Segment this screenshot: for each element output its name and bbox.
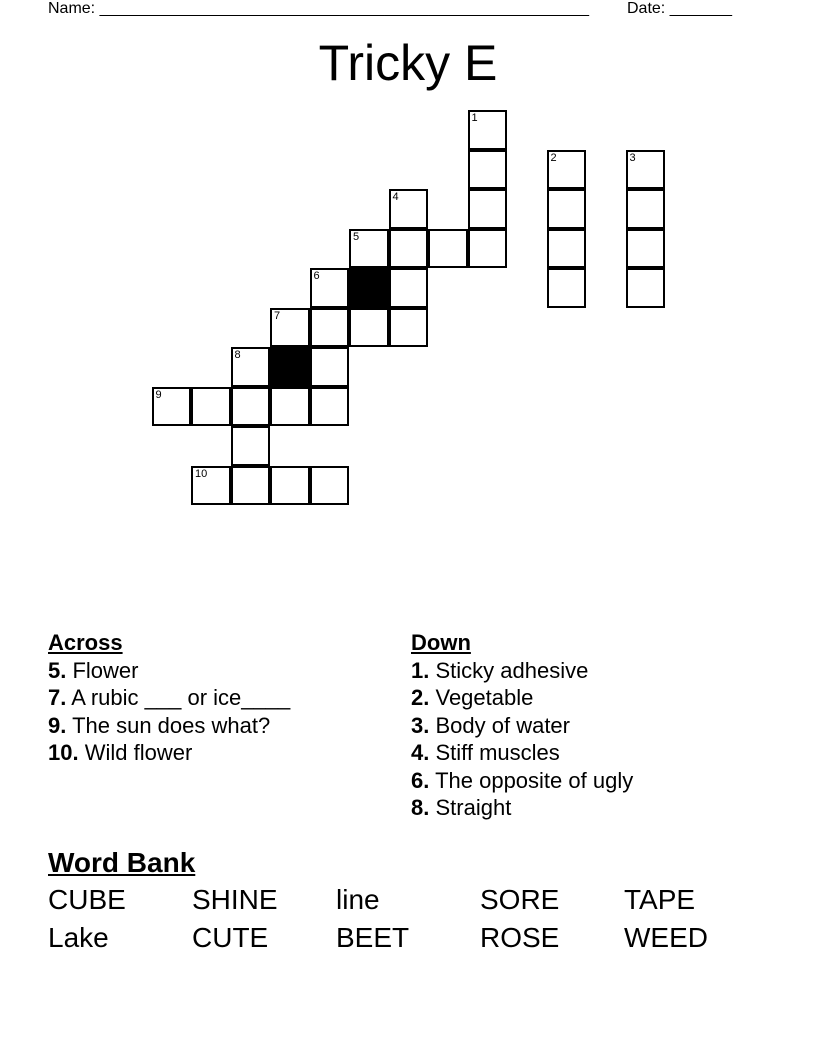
crossword-cell[interactable] [310, 308, 350, 348]
down-clue [411, 684, 791, 712]
across-clue [48, 657, 398, 685]
clue-text: Flower [72, 657, 139, 683]
crossword-cell[interactable] [310, 387, 350, 427]
down-clue [411, 739, 791, 767]
crossword-cell[interactable] [468, 189, 508, 229]
clue-number: 8. [411, 795, 430, 820]
clue-number: 2. [411, 685, 430, 710]
crossword-cell[interactable] [310, 466, 350, 506]
crossword-cell[interactable] [231, 347, 271, 387]
crossword-cell[interactable] [191, 387, 231, 427]
clue-number: 10. [48, 740, 79, 765]
clue-number: 1. [411, 657, 430, 683]
word-bank-word: WEED [624, 922, 708, 953]
crossword-cell[interactable] [270, 308, 310, 348]
date-field-label: Date: _______ [627, 0, 732, 17]
word-bank-word: CUBE [48, 884, 126, 915]
crossword-cell[interactable] [428, 229, 468, 269]
crossword-cell[interactable] [389, 268, 429, 308]
down-clue [411, 657, 791, 685]
down-clues [411, 629, 791, 822]
name-field-label: Name: _______________________________________________________ [48, 0, 589, 17]
crossword-cell[interactable] [547, 268, 587, 308]
clue-text: Body of water [435, 712, 570, 738]
clue-text: The sun does what? [72, 712, 271, 738]
clue-text: The opposite of ugly [435, 767, 634, 793]
clue-text: A rubic ___ or ice____ [71, 685, 291, 710]
word-bank-word: TAPE [624, 884, 696, 915]
crossword-cell[interactable] [231, 387, 271, 427]
clue-number: 6. [411, 767, 430, 793]
crossword-cell[interactable] [626, 150, 666, 190]
crossword-cell[interactable] [389, 308, 429, 348]
word-bank-title: Word Bank [48, 847, 196, 878]
word-bank-word: SHINE [192, 884, 278, 915]
crossword-cell[interactable] [191, 466, 231, 506]
clue-number-label: 4 [392, 191, 399, 203]
page-title: Tricky E [318, 35, 498, 91]
word-bank-word: ROSE [480, 922, 560, 953]
clue-number-label: 9 [155, 388, 162, 401]
crossword-block [270, 347, 310, 387]
across-clue [48, 684, 398, 712]
clue-text: Vegetable [435, 685, 534, 710]
clue-text: Stiff muscles [435, 740, 560, 765]
word-bank-word: CUTE [192, 922, 269, 953]
clue-number: 4. [411, 740, 430, 765]
word-bank-word: line [336, 884, 380, 915]
down-heading: Down [411, 630, 471, 655]
clue-text: Sticky adhesive [435, 657, 589, 683]
crossword-cell[interactable] [310, 347, 350, 387]
clue-number: 7. [48, 685, 67, 710]
crossword-cell[interactable] [468, 229, 508, 269]
word-bank-word: BEET [336, 922, 410, 953]
clue-number: 3. [411, 712, 430, 738]
crossword-cell[interactable] [349, 229, 389, 269]
clue-number-label: 8 [234, 349, 241, 361]
crossword-cell[interactable] [547, 150, 587, 190]
crossword-cell[interactable] [468, 150, 508, 190]
word-bank-word: Lake [48, 922, 109, 953]
across-clue [48, 739, 398, 767]
down-clue [411, 767, 791, 795]
crossword-cell[interactable] [349, 308, 389, 348]
across-clues [48, 629, 398, 767]
down-clue [411, 794, 791, 822]
crossword-cell[interactable] [231, 426, 271, 466]
crossword-cell[interactable] [310, 268, 350, 308]
clue-number: 9. [48, 712, 67, 738]
clue-number-label: 7 [274, 309, 281, 322]
clue-number-label: 3 [629, 151, 636, 164]
crossword-cell[interactable] [270, 387, 310, 427]
clue-text: Straight [435, 795, 512, 820]
crossword-cell[interactable] [626, 229, 666, 269]
crossword-cell[interactable] [389, 229, 429, 269]
down-clue [411, 712, 791, 740]
crossword-cell[interactable] [468, 110, 508, 150]
clue-number-label: 2 [550, 151, 557, 164]
crossword-cell[interactable] [152, 387, 192, 427]
crossword-cell[interactable] [270, 466, 310, 506]
crossword-cell[interactable] [547, 229, 587, 269]
across-clue [48, 712, 398, 740]
clue-number-label: 6 [313, 270, 320, 282]
clue-number-label: 1 [471, 112, 478, 124]
word-bank [48, 881, 768, 957]
clue-number: 5. [48, 657, 67, 683]
crossword-cell[interactable] [626, 189, 666, 229]
word-bank-word: SORE [480, 884, 560, 915]
crossword-cell[interactable] [389, 189, 429, 229]
across-heading: Across [48, 630, 123, 655]
clue-number-label: 5 [353, 230, 360, 243]
crossword-cell[interactable] [231, 466, 271, 506]
crossword-cell[interactable] [547, 189, 587, 229]
clue-number-label: 10 [195, 467, 208, 480]
clue-text: Wild flower [84, 740, 193, 765]
crossword-cell[interactable] [626, 268, 666, 308]
crossword-block [349, 268, 389, 308]
